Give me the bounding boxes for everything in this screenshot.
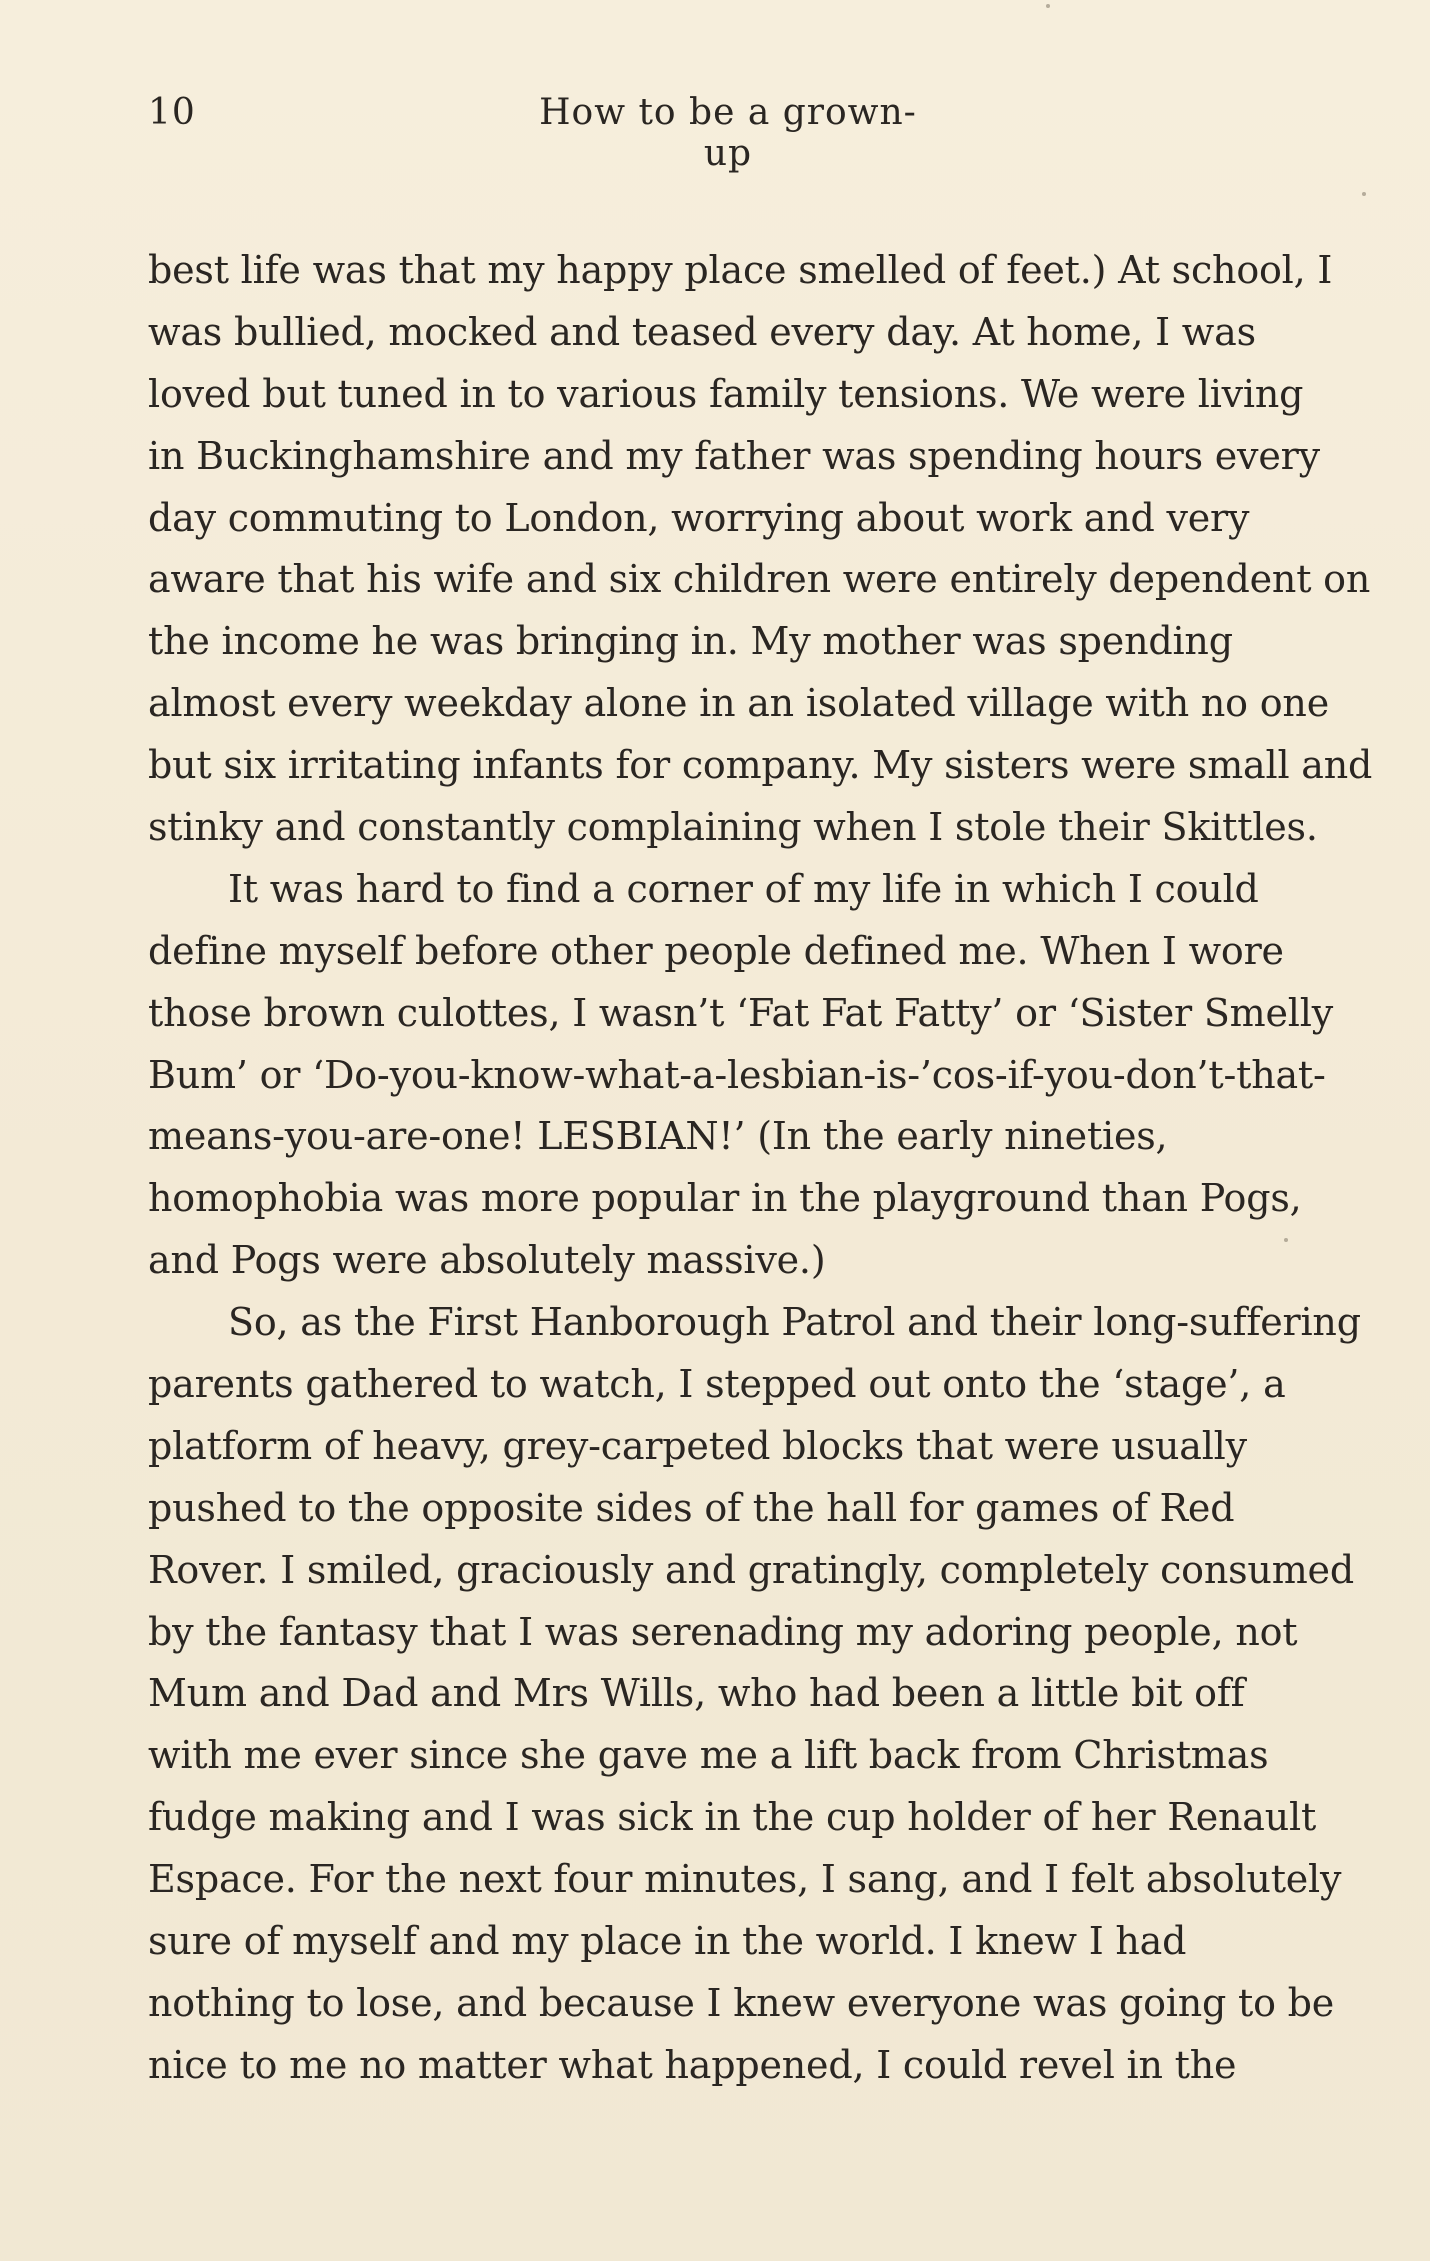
text-line: define myself before other people defined me. When I wore xyxy=(148,928,1284,973)
paper-speck xyxy=(1362,192,1366,196)
text-line: Rover. I smiled, graciously and gratingly, completely consumed xyxy=(148,1547,1354,1592)
text-line: means-you-are-one! LESBIAN!’ (In the early nineties, xyxy=(148,1114,1168,1159)
page-number: 10 xyxy=(148,92,196,133)
text-line: parents gathered to watch, I stepped out onto the ‘stage’, a xyxy=(148,1362,1286,1407)
text-line: nothing to lose, and because I knew everyone was going to be xyxy=(148,1980,1335,2025)
text-line: best life was that my happy place smelled of feet.) At school, I xyxy=(148,248,1333,292)
text-line: was bullied, mocked and teased every day. At home, I was xyxy=(148,309,1256,354)
text-line: stinky and constantly complaining when I stole their Skittles. xyxy=(148,805,1318,850)
text-line: day commuting to London, worrying about work and very xyxy=(148,495,1250,540)
text-line: the income he was bringing in. My mother was spending xyxy=(148,619,1233,664)
text-line: and Pogs were absolutely massive.) xyxy=(148,1238,826,1283)
text-line: in Buckinghamshire and my father was spending hours every xyxy=(148,433,1320,478)
paragraph-first-line: It was hard to find a corner of my life in which I could xyxy=(228,866,1259,911)
text-line: almost every weekday alone in an isolated village with no one xyxy=(148,681,1329,726)
text-line: fudge making and I was sick in the cup holder of her Renault xyxy=(148,1795,1317,1840)
text-line: by the fantasy that I was serenading my adoring people, not xyxy=(148,1609,1298,1654)
text-line: those brown culottes, I wasn’t ‘Fat Fat Fatty’ or ‘Sister Smelly xyxy=(148,990,1333,1035)
text-line: homophobia was more popular in the playground than Pogs, xyxy=(148,1176,1302,1221)
page-header xyxy=(148,92,1308,174)
text-line: aware that his wife and six children were entirely dependent on xyxy=(148,557,1371,602)
paper-speck xyxy=(1284,1238,1288,1242)
paper-speck xyxy=(1046,4,1050,8)
text-line: sure of myself and my place in the world. I knew I had xyxy=(148,1919,1187,1964)
paragraph-first-line: So, as the First Hanborough Patrol and their long-suffering xyxy=(228,1300,1361,1345)
text-line: pushed to the opposite sides of the hall for games of Red xyxy=(148,1485,1235,1530)
text-line: Bum’ or ‘Do-you-know-what-a-lesbian-is-’cos-if-you-don’t-that- xyxy=(148,1052,1326,1097)
text-line: but six irritating infants for company. My sisters were small and xyxy=(148,743,1373,788)
running-title: How to be a grown-up xyxy=(539,92,917,174)
text-line: platform of heavy, grey-carpeted blocks that were usually xyxy=(148,1423,1247,1468)
body-text xyxy=(148,240,1373,2097)
text-line: nice to me no matter what happened, I could revel in the xyxy=(148,2042,1237,2087)
text-line: with me ever since she gave me a lift back from Christmas xyxy=(148,1733,1269,1778)
text-line: loved but tuned in to various family tensions. We were living xyxy=(148,371,1304,416)
text-line: Mum and Dad and Mrs Wills, who had been a little bit off xyxy=(148,1671,1245,1716)
text-line: Espace. For the next four minutes, I sang, and I felt absolutely xyxy=(148,1857,1342,1902)
